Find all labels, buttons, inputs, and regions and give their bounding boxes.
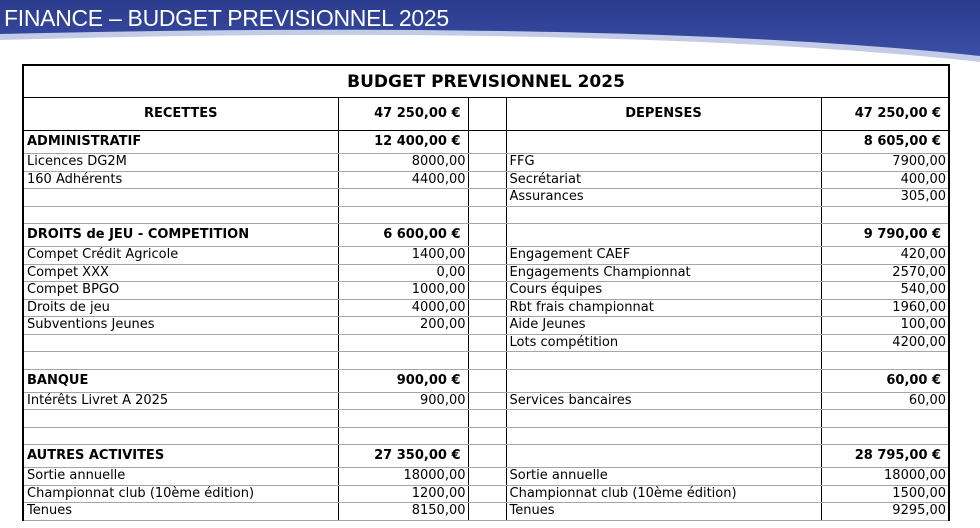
spacer-cell [468, 468, 506, 486]
section-recettes-total: 900,00 € [338, 369, 468, 392]
table-row [23, 299, 949, 317]
depense-label: Secrétariat [506, 171, 821, 189]
table-row [23, 503, 949, 521]
spacer-cell [468, 392, 506, 410]
empty-cell [506, 224, 821, 247]
spacer-cell [468, 189, 506, 207]
recette-label [23, 189, 338, 207]
depense-label: Aide Jeunes [506, 317, 821, 335]
depense-value: 100,00 [821, 317, 949, 335]
depense-label: Assurances [506, 189, 821, 207]
spacer-cell [468, 247, 506, 265]
spacer-cell [468, 299, 506, 317]
recette-value: 1200,00 [338, 485, 468, 503]
spacer-cell [468, 224, 506, 247]
recette-label: Compet XXX [23, 264, 338, 282]
section-depenses-total: 9 790,00 € [821, 224, 949, 247]
section-name: AUTRES ACTIVITES [23, 445, 338, 468]
table-row [23, 282, 949, 300]
page-title: FINANCE – BUDGET PREVISIONNEL 2025 [4, 5, 449, 31]
spacer-cell [468, 485, 506, 503]
depense-value: 7900,00 [821, 154, 949, 172]
recette-value: 8150,00 [338, 503, 468, 521]
recette-value [338, 334, 468, 352]
recette-label: Compet BPGO [23, 282, 338, 300]
recette-label: Intérêts Livret A 2025 [23, 392, 338, 410]
recette-value: 8000,00 [338, 154, 468, 172]
spacer-cell [468, 282, 506, 300]
depense-value: 60,00 [821, 392, 949, 410]
section-recettes-total: 27 350,00 € [338, 445, 468, 468]
spacer-cell [468, 369, 506, 392]
recette-value [338, 410, 468, 428]
spacer-cell [468, 264, 506, 282]
depense-value: 1500,00 [821, 485, 949, 503]
depense-value: 305,00 [821, 189, 949, 207]
recette-value: 1000,00 [338, 282, 468, 300]
depense-label: FFG [506, 154, 821, 172]
blank-row [23, 352, 949, 370]
recette-value: 200,00 [338, 317, 468, 335]
recette-value [338, 189, 468, 207]
spacer-cell [468, 131, 506, 154]
table-row [23, 317, 949, 335]
depense-label: Tenues [506, 503, 821, 521]
section-recettes-total: 12 400,00 € [338, 131, 468, 154]
depense-label [506, 410, 821, 428]
table-title-row [23, 65, 949, 98]
depense-value: 9295,00 [821, 503, 949, 521]
depense-label: Engagements Championnat [506, 264, 821, 282]
depenses-grand-total: 47 250,00 € [821, 98, 949, 131]
empty-cell [506, 131, 821, 154]
depenses-header: DEPENSES [506, 98, 821, 131]
recette-label: Championnat club (10ème édition) [23, 485, 338, 503]
spacer-cell [468, 154, 506, 172]
blank-row [23, 206, 949, 224]
depense-label: Services bancaires [506, 392, 821, 410]
table-row [23, 154, 949, 172]
blank-row [23, 427, 949, 445]
recette-value: 0,00 [338, 264, 468, 282]
depense-label: Cours équipes [506, 282, 821, 300]
section-name: BANQUE [23, 369, 338, 392]
spacer-cell [468, 334, 506, 352]
depense-value: 540,00 [821, 282, 949, 300]
depense-label: Lots compétition [506, 334, 821, 352]
recette-value: 900,00 [338, 392, 468, 410]
spacer-cell [468, 98, 506, 131]
table-row [23, 171, 949, 189]
recette-value: 4400,00 [338, 171, 468, 189]
section-recettes-total: 6 600,00 € [338, 224, 468, 247]
depense-value: 400,00 [821, 171, 949, 189]
depense-label: Rbt frais championnat [506, 299, 821, 317]
recette-label: Compet Crédit Agricole [23, 247, 338, 265]
section-row-droits-de-jeu [23, 224, 949, 247]
recette-label: Licences DG2M [23, 154, 338, 172]
table-row [23, 485, 949, 503]
recettes-grand-total: 47 250,00 € [338, 98, 468, 131]
recette-label [23, 410, 338, 428]
table-row [23, 392, 949, 410]
spacer-cell [468, 317, 506, 335]
table-row [23, 468, 949, 486]
table-row [23, 410, 949, 428]
table-row [23, 264, 949, 282]
section-row-autres-activites [23, 445, 949, 468]
table-row [23, 247, 949, 265]
recettes-header: RECETTES [23, 98, 338, 131]
empty-cell [506, 445, 821, 468]
spacer-cell [468, 503, 506, 521]
table-header-row [23, 98, 949, 131]
table-title: BUDGET PREVISIONNEL 2025 [23, 65, 949, 98]
recette-label: Sortie annuelle [23, 468, 338, 486]
depense-label: Sortie annuelle [506, 468, 821, 486]
depense-label: Engagement CAEF [506, 247, 821, 265]
section-row-banque [23, 369, 949, 392]
spacer-cell [468, 171, 506, 189]
header-banner [0, 0, 980, 70]
depense-value: 2570,00 [821, 264, 949, 282]
recette-label [23, 334, 338, 352]
depense-value: 420,00 [821, 247, 949, 265]
depense-value: 1960,00 [821, 299, 949, 317]
section-name: DROITS de JEU - COMPETITION [23, 224, 338, 247]
section-name: ADMINISTRATIF [23, 131, 338, 154]
section-depenses-total: 8 605,00 € [821, 131, 949, 154]
depense-value [821, 410, 949, 428]
depense-value: 4200,00 [821, 334, 949, 352]
depense-value: 18000,00 [821, 468, 949, 486]
budget-table [22, 64, 950, 521]
recette-label: Subventions Jeunes [23, 317, 338, 335]
spacer-cell [468, 410, 506, 428]
recette-value: 18000,00 [338, 468, 468, 486]
recette-label: 160 Adhérents [23, 171, 338, 189]
recette-value: 1400,00 [338, 247, 468, 265]
table-row [23, 334, 949, 352]
recette-value: 4000,00 [338, 299, 468, 317]
section-depenses-total: 60,00 € [821, 369, 949, 392]
table-row [23, 189, 949, 207]
section-row-administratif [23, 131, 949, 154]
empty-cell [506, 369, 821, 392]
spacer-cell [468, 445, 506, 468]
recette-label: Droits de jeu [23, 299, 338, 317]
depense-label: Championnat club (10ème édition) [506, 485, 821, 503]
section-depenses-total: 28 795,00 € [821, 445, 949, 468]
recette-label: Tenues [23, 503, 338, 521]
